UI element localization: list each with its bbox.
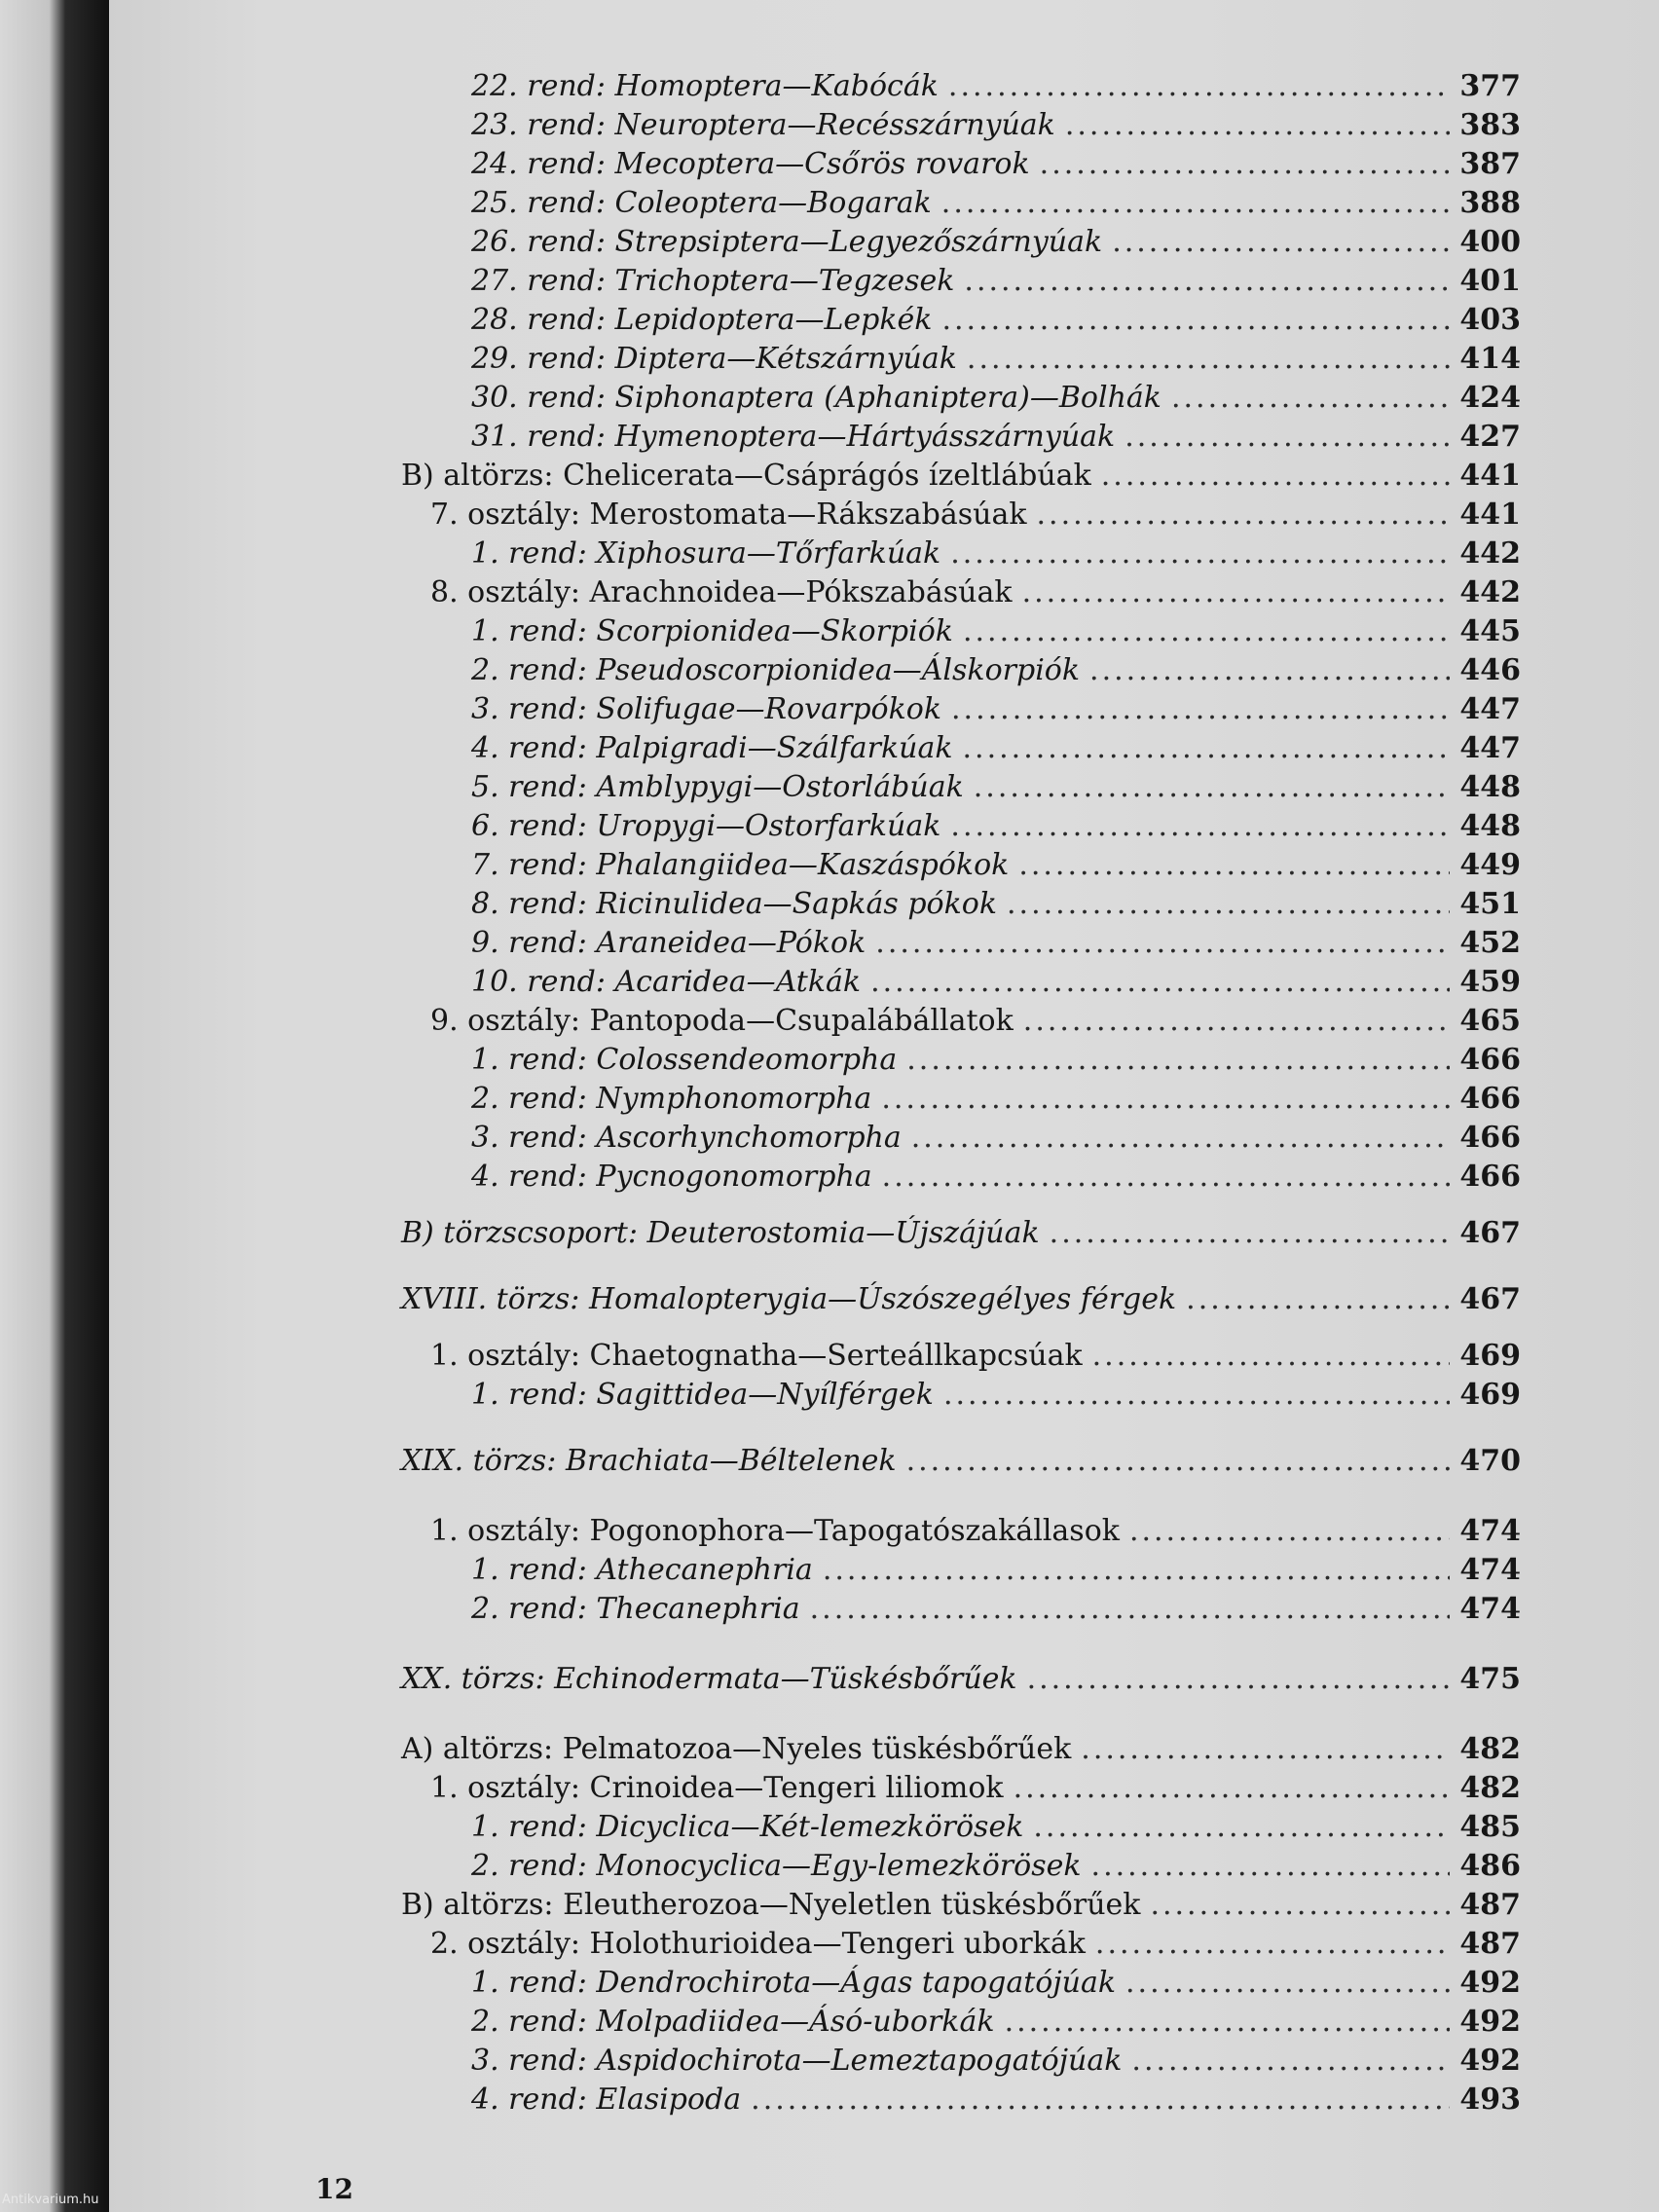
toc-entry-title: 3. rend: Ascorhynchomorpha bbox=[471, 1121, 902, 1155]
toc-entry-page: 474 bbox=[1459, 1592, 1521, 1626]
toc-entry bbox=[471, 1967, 1521, 2000]
toc-entry-page: 400 bbox=[1459, 225, 1521, 259]
toc-entry bbox=[471, 849, 1521, 882]
toc-entry-page: 482 bbox=[1459, 1732, 1521, 1766]
toc-entry-page: 451 bbox=[1459, 887, 1521, 921]
dot-leader bbox=[1089, 654, 1450, 687]
toc-entry bbox=[471, 693, 1521, 726]
toc-entry-page: 445 bbox=[1459, 614, 1521, 648]
dot-leader bbox=[1022, 576, 1451, 609]
toc-entry-title: B) törzscsoport: Deuterostomia—Újszájúak bbox=[401, 1216, 1040, 1250]
toc-entry bbox=[471, 1554, 1521, 1587]
toc-entry-page: 403 bbox=[1459, 303, 1521, 337]
toc-entry-title: 2. rend: Molpadiidea—Ásó-uborkák bbox=[471, 2005, 995, 2039]
dot-leader bbox=[1091, 1850, 1451, 1883]
toc-entry-page: 470 bbox=[1459, 1444, 1521, 1478]
toc-entry bbox=[471, 771, 1521, 804]
toc-entry bbox=[471, 382, 1521, 415]
toc-entry-page: 486 bbox=[1459, 1849, 1521, 1883]
toc-entry-title: 1. rend: Scorpionidea—Skorpiók bbox=[471, 614, 953, 648]
toc-entry-title: 8. rend: Ricinulidea—Sapkás pókok bbox=[471, 887, 997, 921]
toc-entry-page: 401 bbox=[1459, 264, 1521, 298]
toc-entry bbox=[471, 1122, 1521, 1155]
toc-entry-title: 7. rend: Phalangiidea—Kaszáspókok bbox=[471, 848, 1010, 882]
toc-entry-title: 1. rend: Athecanephria bbox=[471, 1553, 813, 1587]
toc-entry-title: 9. rend: Araneidea—Pókok bbox=[471, 926, 866, 960]
toc-entry bbox=[471, 2083, 1521, 2117]
toc-entry-title: 1. osztály: Pogonophora—Tapogatószakállasok bbox=[430, 1514, 1120, 1548]
toc-entry bbox=[471, 148, 1521, 181]
toc-entry-page: 459 bbox=[1459, 965, 1521, 999]
toc-entry-page: 447 bbox=[1459, 692, 1521, 726]
dot-leader bbox=[1124, 421, 1450, 454]
toc-entry-page: 469 bbox=[1459, 1339, 1521, 1373]
toc-entry bbox=[471, 70, 1521, 103]
toc-entry bbox=[401, 460, 1521, 493]
dot-leader bbox=[1037, 498, 1451, 532]
toc-entry-page: 441 bbox=[1459, 498, 1521, 532]
toc-entry bbox=[471, 265, 1521, 298]
dot-leader bbox=[751, 2083, 1450, 2117]
toc-entry-title: 4. rend: Palpigradi—Szálfarkúak bbox=[471, 731, 953, 765]
toc-entry-title: A) altörzs: Pelmatozoa—Nyeles tüskésbőrűek bbox=[401, 1732, 1072, 1766]
toc-entry-title: 1. rend: Dendrochirota—Ágas tapogatójúak bbox=[471, 1966, 1117, 2000]
book-spine-shadow bbox=[0, 0, 109, 2212]
toc-entry-page: 492 bbox=[1459, 1966, 1521, 2000]
toc-entry-title: 25. rend: Coleoptera—Bogarak bbox=[471, 186, 932, 220]
toc-entry-page: 447 bbox=[1459, 731, 1521, 765]
dot-leader bbox=[1033, 1811, 1450, 1844]
dot-leader bbox=[810, 1593, 1451, 1626]
toc-entry bbox=[471, 2006, 1521, 2039]
page-number: 12 bbox=[315, 2173, 353, 2205]
toc-entry-title: 27. rend: Trichoptera—Tegzesek bbox=[471, 264, 955, 298]
dot-leader bbox=[1129, 1515, 1450, 1548]
dot-leader bbox=[1014, 1772, 1451, 1805]
toc-entry bbox=[471, 343, 1521, 376]
dot-leader bbox=[948, 70, 1450, 103]
dot-leader bbox=[1023, 1005, 1451, 1038]
book-page bbox=[109, 0, 1659, 2212]
toc-entry bbox=[471, 615, 1521, 648]
toc-entry-title: 4. rend: Pycnogonomorpha bbox=[471, 1160, 872, 1194]
dot-leader bbox=[911, 1122, 1451, 1155]
toc-entry-title: B) altörzs: Eleutherozoa—Nyeletlen tüskésbőrűek bbox=[401, 1888, 1141, 1922]
toc-entry-page: 442 bbox=[1459, 575, 1521, 609]
toc-entry-page: 474 bbox=[1459, 1553, 1521, 1587]
toc-entry bbox=[471, 109, 1521, 142]
toc-entry bbox=[401, 1217, 1521, 1250]
toc-entry-page: 383 bbox=[1459, 108, 1521, 142]
toc-entry bbox=[401, 1733, 1521, 1766]
toc-entry-page: 474 bbox=[1459, 1514, 1521, 1548]
toc-entry-page: 487 bbox=[1459, 1888, 1521, 1922]
toc-entry-title: 1. rend: Sagittidea—Nyílférgek bbox=[471, 1378, 934, 1412]
toc-entry bbox=[430, 576, 1521, 609]
toc-entry-title: 4. rend: Elasipoda bbox=[471, 2083, 742, 2117]
dot-leader bbox=[943, 1379, 1450, 1412]
toc-entry-title: 2. rend: Monocyclica—Egy-lemezkörösek bbox=[471, 1849, 1082, 1883]
toc-entry bbox=[471, 1593, 1521, 1626]
toc-entry-title: 3. rend: Solifugae—Rovarpókok bbox=[471, 692, 942, 726]
dot-leader bbox=[1040, 148, 1451, 181]
toc-entry-page: 466 bbox=[1459, 1082, 1521, 1116]
dot-leader bbox=[950, 810, 1450, 843]
toc-entry-title: 23. rend: Neuroptera—Recésszárnyúak bbox=[471, 108, 1055, 142]
toc-entry-title: 26. rend: Strepsiptera—Legyezőszárnyúak bbox=[471, 225, 1103, 259]
toc-entry-title: 9. osztály: Pantopoda—Csupalábállatok bbox=[430, 1004, 1014, 1038]
toc-entry-page: 446 bbox=[1459, 653, 1521, 687]
toc-entry-page: 487 bbox=[1459, 1927, 1521, 1961]
dot-leader bbox=[881, 1083, 1450, 1116]
toc-entry-page: 441 bbox=[1459, 459, 1521, 493]
dot-leader bbox=[964, 265, 1450, 298]
toc-entry bbox=[471, 537, 1521, 571]
toc-entry-page: 387 bbox=[1459, 147, 1521, 181]
dot-leader bbox=[870, 966, 1450, 999]
toc-entry-page: 492 bbox=[1459, 2044, 1521, 2078]
toc-entry-title: 1. rend: Dicyclica—Két-lemezkörösek bbox=[471, 1810, 1024, 1844]
toc-entry bbox=[471, 927, 1521, 960]
toc-entry bbox=[401, 1663, 1521, 1696]
toc-entry-page: 482 bbox=[1459, 1771, 1521, 1805]
toc-entry-title: 7. osztály: Merostomata—Rákszabásúak bbox=[430, 498, 1027, 532]
toc-entry-title: XX. törzs: Echinodermata—Tüskésbőrűek bbox=[401, 1662, 1017, 1696]
toc-entry-title: B) altörzs: Chelicerata—Csáprágós ízeltlábúak bbox=[401, 459, 1091, 493]
dot-leader bbox=[1131, 2045, 1450, 2078]
dot-leader bbox=[951, 693, 1450, 726]
dot-leader bbox=[1171, 382, 1450, 415]
toc-entry-page: 448 bbox=[1459, 809, 1521, 843]
dot-leader bbox=[1101, 460, 1451, 493]
table-of-contents bbox=[109, 0, 1659, 2212]
toc-entry bbox=[401, 1889, 1521, 1922]
dot-leader bbox=[1018, 849, 1450, 882]
dot-leader bbox=[967, 343, 1450, 376]
dot-leader bbox=[941, 187, 1451, 220]
toc-entry-title: 10. rend: Acaridea—Atkák bbox=[471, 965, 862, 999]
toc-entry bbox=[471, 1850, 1521, 1883]
toc-entry bbox=[430, 498, 1521, 532]
toc-entry-page: 475 bbox=[1459, 1662, 1521, 1696]
toc-entry-title: 1. rend: Colossendeomorpha bbox=[471, 1043, 898, 1077]
toc-entry bbox=[471, 226, 1521, 259]
toc-entry bbox=[471, 654, 1521, 687]
toc-entry-page: 377 bbox=[1459, 69, 1521, 103]
dot-leader bbox=[1005, 2006, 1451, 2039]
toc-entry-page: 493 bbox=[1459, 2083, 1521, 2117]
toc-entry-title: 8. osztály: Arachnoidea—Pókszabásúak bbox=[430, 575, 1013, 609]
dot-leader bbox=[1092, 1340, 1451, 1373]
dot-leader bbox=[1186, 1283, 1450, 1316]
dot-leader bbox=[950, 537, 1450, 571]
toc-entry bbox=[401, 1283, 1521, 1316]
dot-leader bbox=[1050, 1217, 1451, 1250]
dot-leader bbox=[1150, 1889, 1450, 1922]
dot-leader bbox=[1095, 1928, 1450, 1961]
toc-entry bbox=[471, 304, 1521, 337]
toc-entry bbox=[471, 187, 1521, 220]
dot-leader bbox=[963, 615, 1450, 648]
toc-entry bbox=[471, 1379, 1521, 1412]
dot-leader bbox=[882, 1161, 1451, 1194]
toc-entry-page: 449 bbox=[1459, 848, 1521, 882]
toc-entry-title: 2. rend: Pseudoscorpionidea—Álskorpiók bbox=[471, 653, 1081, 687]
toc-entry bbox=[430, 1515, 1521, 1548]
toc-entry bbox=[471, 1161, 1521, 1194]
toc-entry-title: 1. osztály: Crinoidea—Tengeri liliomok bbox=[430, 1771, 1004, 1805]
toc-entry-title: 28. rend: Lepidoptera—Lepkék bbox=[471, 303, 933, 337]
toc-entry-page: 452 bbox=[1459, 926, 1521, 960]
dot-leader bbox=[963, 732, 1451, 765]
toc-entry bbox=[471, 966, 1521, 999]
toc-entry bbox=[471, 1044, 1521, 1077]
toc-entry bbox=[430, 1928, 1521, 1961]
toc-entry-title: 5. rend: Amblypygi—Ostorlábúak bbox=[471, 770, 964, 804]
toc-entry bbox=[430, 1772, 1521, 1805]
dot-leader bbox=[1007, 888, 1450, 921]
dot-leader bbox=[906, 1044, 1450, 1077]
dot-leader bbox=[974, 771, 1451, 804]
toc-entry bbox=[471, 421, 1521, 454]
toc-entry-page: 442 bbox=[1459, 536, 1521, 571]
toc-entry-title: 2. osztály: Holothurioidea—Tengeri uborkák bbox=[430, 1927, 1086, 1961]
toc-entry bbox=[471, 810, 1521, 843]
toc-entry bbox=[430, 1340, 1521, 1373]
toc-entry bbox=[471, 888, 1521, 921]
toc-entry-page: 485 bbox=[1459, 1810, 1521, 1844]
toc-entry bbox=[471, 732, 1521, 765]
toc-entry-title: 29. rend: Diptera—Kétszárnyúak bbox=[471, 342, 957, 376]
toc-entry bbox=[471, 2045, 1521, 2078]
dot-leader bbox=[1027, 1663, 1451, 1696]
toc-entry-page: 414 bbox=[1459, 342, 1521, 376]
toc-entry-page: 427 bbox=[1459, 420, 1521, 454]
toc-entry-page: 466 bbox=[1459, 1121, 1521, 1155]
dot-leader bbox=[941, 304, 1450, 337]
toc-entry-title: 24. rend: Mecoptera—Csőrös rovarok bbox=[471, 147, 1030, 181]
toc-entry-page: 466 bbox=[1459, 1043, 1521, 1077]
toc-entry-title: 31. rend: Hymenoptera—Hártyásszárnyúak bbox=[471, 420, 1116, 454]
toc-entry-page: 492 bbox=[1459, 2005, 1521, 2039]
dot-leader bbox=[823, 1554, 1451, 1587]
toc-entry-page: 467 bbox=[1459, 1216, 1521, 1250]
dot-leader bbox=[1065, 109, 1451, 142]
toc-entry-page: 467 bbox=[1459, 1282, 1521, 1316]
dot-leader bbox=[1112, 226, 1450, 259]
toc-entry bbox=[430, 1005, 1521, 1038]
toc-entry-page: 424 bbox=[1459, 381, 1521, 415]
toc-entry-title: 6. rend: Uropygi—Ostorfarkúak bbox=[471, 809, 941, 843]
toc-entry bbox=[471, 1811, 1521, 1844]
toc-entry-title: 3. rend: Aspidochirota—Lemeztapogatójúak bbox=[471, 2044, 1123, 2078]
toc-entry-title: 1. rend: Xiphosura—Tőrfarkúak bbox=[471, 536, 941, 571]
toc-entry-page: 388 bbox=[1459, 186, 1521, 220]
toc-entry-page: 465 bbox=[1459, 1004, 1521, 1038]
dot-leader bbox=[875, 927, 1450, 960]
toc-entry-page: 448 bbox=[1459, 770, 1521, 804]
toc-entry-title: 2. rend: Thecanephria bbox=[471, 1592, 800, 1626]
toc-entry-title: 22. rend: Homoptera—Kabócák bbox=[471, 69, 939, 103]
toc-entry-title: 2. rend: Nymphonomorpha bbox=[471, 1082, 872, 1116]
dot-leader bbox=[1081, 1733, 1450, 1766]
toc-entry-title: 30. rend: Siphonaptera (Aphaniptera)—Bolhák bbox=[471, 381, 1161, 415]
toc-entry-title: XVIII. törzs: Homalopterygia—Úszószegélyes férgek bbox=[401, 1282, 1177, 1316]
dot-leader bbox=[906, 1445, 1451, 1478]
toc-entry bbox=[471, 1083, 1521, 1116]
watermark: Antikvarium.hu bbox=[2, 2193, 99, 2207]
toc-entry-title: XIX. törzs: Brachiata—Béltelenek bbox=[401, 1444, 897, 1478]
toc-entry-page: 469 bbox=[1459, 1378, 1521, 1412]
dot-leader bbox=[1125, 1967, 1450, 2000]
toc-entry bbox=[401, 1445, 1521, 1478]
toc-entry-title: 1. osztály: Chaetognatha—Serteállkapcsúak bbox=[430, 1339, 1083, 1373]
toc-entry-page: 466 bbox=[1459, 1160, 1521, 1194]
